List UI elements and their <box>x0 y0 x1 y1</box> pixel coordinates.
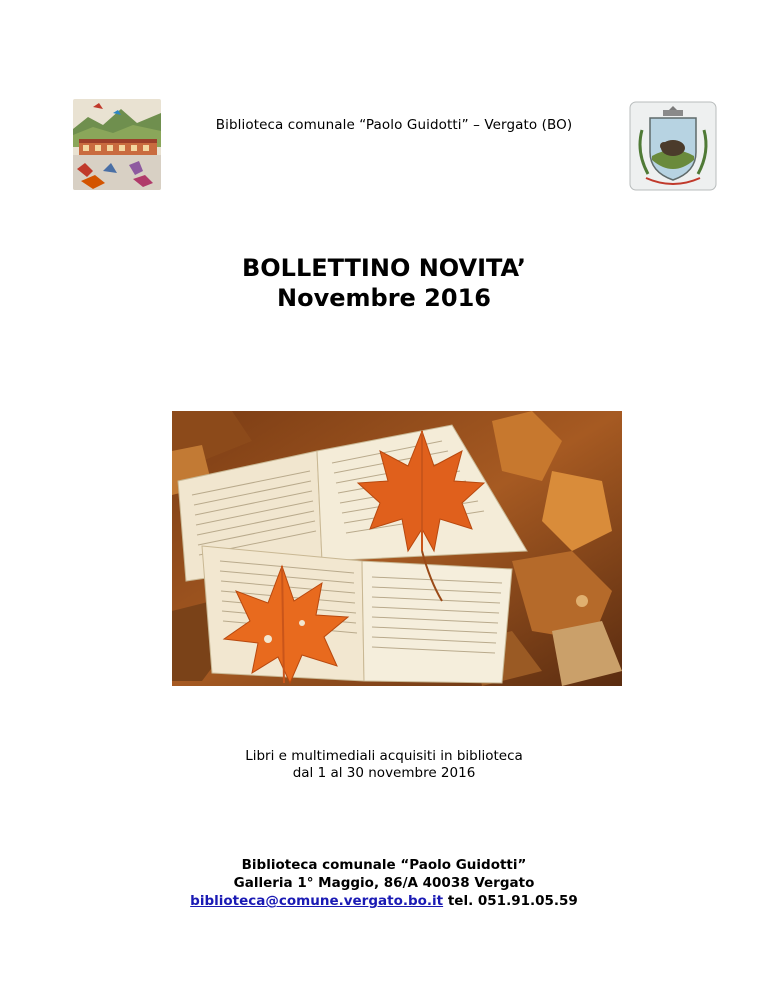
hero-image <box>172 411 622 686</box>
footer-library-name: Biblioteca comunale “Paolo Guidotti” <box>241 857 527 873</box>
coat-of-arms-image <box>628 100 718 192</box>
library-contact-footer <box>0 856 768 910</box>
footer-contact-line <box>0 892 768 910</box>
footer-phone: tel. 051.91.05.59 <box>447 893 578 909</box>
village-painting-icon <box>73 99 161 190</box>
subtitle-line-1: Libri e multimediali acquisiti in biblioteca <box>245 748 523 764</box>
bulletin-title <box>0 253 768 313</box>
library-logo-image <box>73 99 161 190</box>
library-header-text: Biblioteca comunale “Paolo Guidotti” – Vergato (BO) <box>215 117 573 133</box>
subtitle-line-2: dal 1 al 30 novembre 2016 <box>292 765 476 781</box>
title-line-2: Novembre 2016 <box>277 284 491 312</box>
acquisitions-subtitle <box>0 748 768 782</box>
books-and-leaves-icon <box>172 411 622 686</box>
email-link[interactable]: biblioteca@comune.vergato.bo.it <box>190 893 444 909</box>
title-line-1: BOLLETTINO NOVITA’ <box>241 254 527 282</box>
coat-of-arms-icon <box>628 100 718 192</box>
footer-address: Galleria 1° Maggio, 86/A 40038 Vergato <box>233 875 535 891</box>
